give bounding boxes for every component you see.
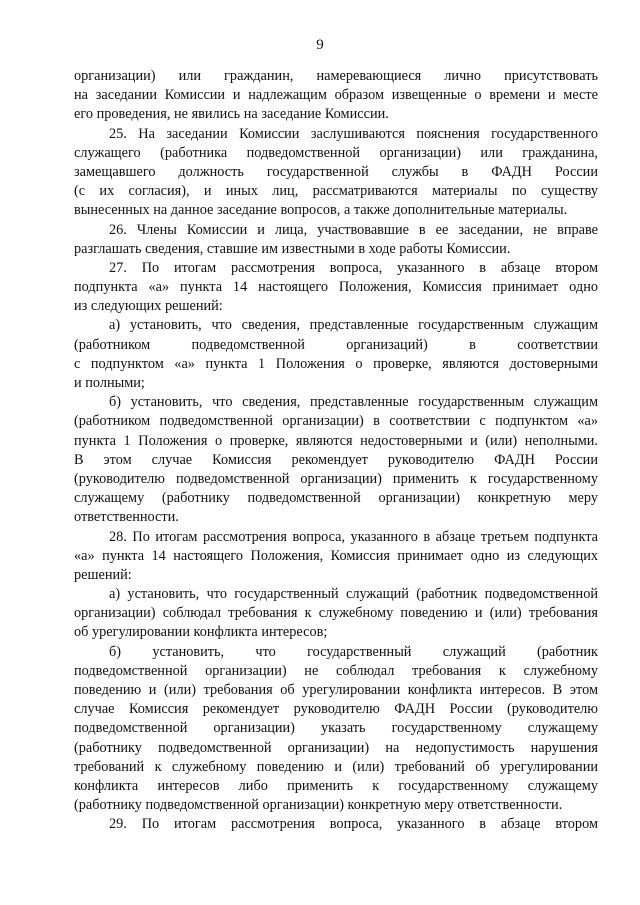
text-line: (работнику подведомственной организации) конкретную меру ответственности. bbox=[74, 797, 563, 814]
text-line: 29. По итогам рассмотрения вопроса, указанного в абзаце втором bbox=[109, 816, 598, 833]
text-line: организации) соблюдал требования к служебному поведению и (или) требования bbox=[74, 605, 598, 622]
text-line: с подпунктом «а» пункта 1 Положения о проверке, являются достоверными bbox=[74, 355, 598, 372]
text-line: «а» пункта 14 настоящего Положения, Комиссия принимает одно из следующих bbox=[74, 547, 598, 564]
text-line: требований к служебному поведению и (или) требований об урегулировании bbox=[74, 758, 598, 775]
text-line: 25. На заседании Комиссии заслушиваются пояснения государственного bbox=[109, 125, 598, 142]
text-line: и полными; bbox=[74, 375, 145, 391]
text-line: (работником подведомственной организации) в соответствии с подпунктом «а» bbox=[74, 413, 598, 430]
text-line: (руководителю подведомственной организации) применить к государственному bbox=[74, 470, 598, 487]
document-body bbox=[74, 67, 598, 835]
text-line: организации) или гражданин, намеревающиеся лично присутствовать bbox=[74, 68, 598, 84]
text-line: а) установить, что государственный служащий (работник подведомственной bbox=[109, 586, 598, 603]
text-line: б) установить, что государственный служащий (работник bbox=[109, 643, 598, 660]
text-line: (работником подведомственной организаций) в соответствии bbox=[74, 336, 598, 353]
text-line: служащему (работнику подведомственной организации) конкретную меру bbox=[74, 490, 598, 507]
text-line: 26. Члены Комиссии и лица, участвовавшие в ее заседании, не вправе bbox=[109, 221, 598, 238]
text-line: 27. По итогам рассмотрения вопроса, указанного в абзаце втором bbox=[109, 259, 598, 276]
text-line: пункта 1 Положения о проверке, являются недостоверными и (или) неполными. bbox=[74, 432, 598, 449]
text-line: об урегулировании конфликта интересов; bbox=[74, 624, 328, 641]
text-line: разглашать сведения, ставшие им известными в ходе работы Комиссии. bbox=[74, 240, 511, 257]
text-line: 28. По итогам рассмотрения вопроса, указанного в абзаце третьем подпункта bbox=[109, 528, 598, 545]
text-line: а) установить, что сведения, представленные государственным служащим bbox=[109, 317, 598, 334]
text-line: на заседании Комиссии и надлежащим образом извещенные о времени и месте bbox=[74, 87, 598, 104]
text-line: подведомственной организации) не соблюдал требования к служебному bbox=[74, 662, 598, 679]
text-line: случае Комиссия рекомендует руководителю ФАДН России (руководителю bbox=[74, 701, 598, 718]
text-line: ответственности. bbox=[74, 509, 179, 526]
text-line: б) установить, что сведения, представленные государственным служащим bbox=[109, 394, 598, 411]
text-line: конфликта интересов либо применить к государственному служащему bbox=[74, 777, 598, 794]
text-line: служащего (работника подведомственной организации) или гражданина, bbox=[74, 144, 598, 161]
text-line: его проведения, не явились на заседание Комиссии. bbox=[74, 106, 389, 123]
text-line: вынесенных на данное заседание вопросов, а также дополнительные материалы. bbox=[74, 202, 568, 219]
text-line: (работнику подведомственной организации) на недопустимость нарушения bbox=[74, 739, 598, 756]
text-line: поведению и (или) требования об урегулировании конфликта интересов. В этом bbox=[74, 682, 598, 698]
text-line: решений: bbox=[74, 566, 132, 583]
text-line: В этом случае Комиссия рекомендует руководителю ФАДН России bbox=[74, 451, 598, 468]
text-line: подпункта «а» пункта 14 настоящего Положения, Комиссия принимает одно bbox=[74, 279, 598, 296]
text-line: замещавшего должность государственной службы в ФАДН России bbox=[74, 163, 598, 180]
page-number: 9 bbox=[316, 37, 324, 53]
text-line: (с их согласия), и иных лиц, рассматриваются материалы по существу bbox=[74, 183, 598, 200]
text-line: подведомственной организации) указать государственному служащему bbox=[74, 720, 598, 737]
text-line: из следующих решений: bbox=[74, 298, 223, 315]
